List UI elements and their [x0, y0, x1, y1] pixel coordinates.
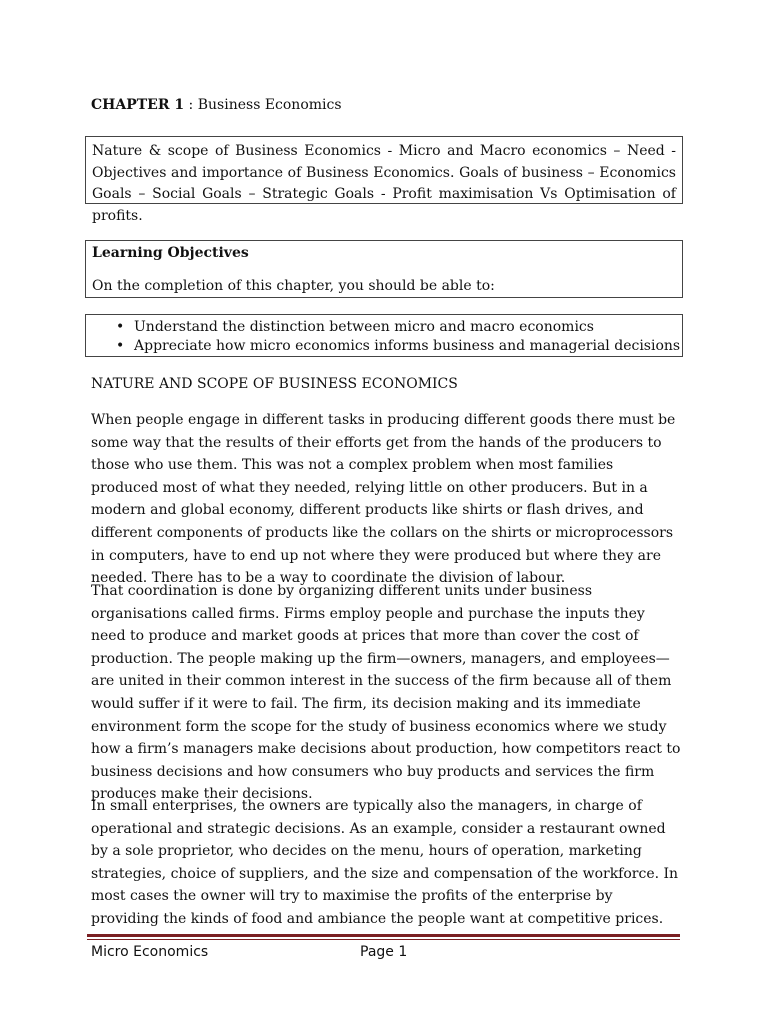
learning-objectives-list — [92, 318, 681, 356]
bullet-icon: • — [116, 338, 125, 354]
learning-objectives-list-box — [85, 314, 683, 357]
chapter-separator: : — [184, 97, 198, 113]
body-paragraph: That coordination is done by organizing different units under business organisations called firms. Firms employ people and purchase the inputs they need to produce and market goods at prices that more than cover the cost of production. The people making up the firm—owners, managers, and employees—are united in their common interest in the success of the firm because all of them would suffer if it were to fail. The firm, its decision making and its immediate environment form the scope for the study of business economics where we study how a firm’s managers make decisions about production, how competitors react to business decisions and how consumers who buy products and services the firm produces make their decisions. — [91, 583, 681, 803]
bullet-icon: • — [116, 319, 125, 335]
footer-rule-thick — [87, 934, 680, 937]
learning-objectives-box — [85, 240, 683, 298]
learning-objectives-title: Learning Objectives — [92, 245, 249, 261]
list-item — [92, 318, 676, 337]
list-item — [92, 337, 681, 356]
learning-objectives-intro: On the completion of this chapter, you should be able to: — [92, 278, 495, 294]
body-paragraph: When people engage in different tasks in producing different goods there must be some way that the results of their efforts get from the hands of the producers to those who use them. This was not a complex problem when most families produced most of what they needed, relying little on other producers. But in a modern and global economy, different products like shirts or flash drives, and different components of products like the collars on the shirts or microprocessors in computers, have to end up not where they were produced but where they are needed. There has to be a way to coordinate the division of labour. — [91, 412, 676, 587]
footer-page-number: Page 1 — [360, 944, 408, 960]
chapter-scope-box — [85, 136, 683, 224]
chapter-heading — [91, 95, 342, 115]
chapter-label: CHAPTER 1 — [91, 97, 185, 113]
chapter-title: Business Economics — [197, 97, 342, 113]
footer-rule-thin — [87, 939, 680, 940]
list-item-text: Understand the distinction between micro and macro economics — [134, 319, 594, 335]
section-heading: NATURE AND SCOPE OF BUSINESS ECONOMICS — [91, 376, 458, 392]
chapter-scope-text: Nature & scope of Business Economics - Micro and Macro economics – Need - Objectives and importance of Business Economics. Goals of business – Economics Goals – Social Goals – Strategic Goals - Profit maximisation Vs Optimisation of profits. — [92, 143, 676, 224]
body-paragraph: In small enterprises, the owners are typically also the managers, in charge of operational and strategic decisions. As an example, consider a restaurant owned by a sole proprietor, who decides on the menu, hours of operation, marketing strategies, choice of suppliers, and the size and compensation of the workforce. In most cases the owner will try to maximise the profits of the enterprise by providing the kinds of food and ambiance the people want at competitive prices. — [91, 798, 679, 927]
list-item-text: Appreciate how micro economics informs business and managerial decisions — [134, 338, 681, 354]
footer-course-title: Micro Economics — [91, 944, 209, 960]
